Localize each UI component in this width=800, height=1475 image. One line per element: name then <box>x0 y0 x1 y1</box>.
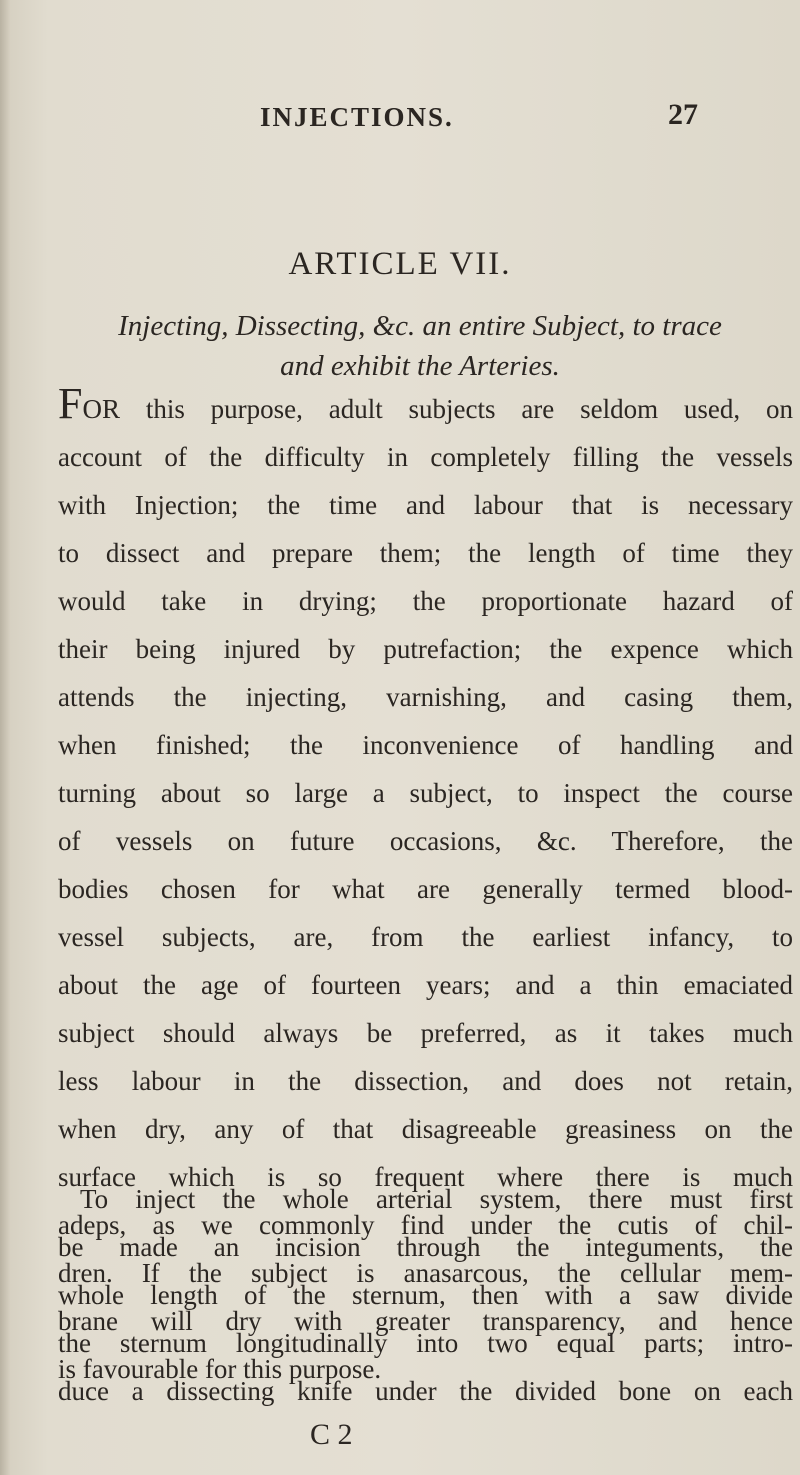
paragraph-line: turning about so large a subject, to inspect the course <box>58 778 793 808</box>
page-header <box>0 90 800 130</box>
paragraph-line: about the age of fourteen years; and a thin emaciated <box>58 970 793 1000</box>
paragraph-line: surface which is so frequent where there is much <box>58 1162 793 1192</box>
paragraph-line: the sternum longitudinally into two equal parts; intro- <box>58 1328 793 1358</box>
signature-mark: C 2 <box>310 1418 353 1451</box>
paragraph-line: vessel subjects, are, from the earliest infancy, to <box>58 922 793 952</box>
article-subtitle <box>60 306 780 386</box>
page-number: 27 <box>668 98 698 131</box>
paragraph-line: To inject the whole arterial system, there must first <box>80 1184 793 1214</box>
running-head: INJECTIONS. <box>260 102 454 132</box>
paragraph-line: duce a dissecting knife under the divided bone on each <box>58 1376 793 1406</box>
paragraph-line: with Injection; the time and labour that is necessary <box>58 490 793 520</box>
paragraph-line: account of the difficulty in completely filling the vessels <box>58 442 793 472</box>
paragraph-line: is favourable for this purpose. <box>58 1354 382 1384</box>
paragraph-line <box>58 379 793 433</box>
paragraph-line: subject should always be preferred, as it takes much <box>58 1018 793 1048</box>
paragraph-line: their being injured by putrefaction; the expence which <box>58 634 793 664</box>
drop-cap: F <box>58 379 83 428</box>
paragraph-line: dren. If the subject is anasarcous, the cellular mem- <box>58 1258 793 1288</box>
paragraph-line: when dry, any of that disagreeable greasiness on the <box>58 1114 793 1144</box>
paragraph-2 <box>58 1175 793 1415</box>
paragraph-line: bodies chosen for what are generally termed blood- <box>58 874 793 904</box>
paragraph-line: to dissect and prepare them; the length of time they <box>58 538 793 568</box>
article-title: ARTICLE VII. <box>288 246 512 282</box>
paragraph-line: would take in drying; the proportionate hazard of <box>58 586 793 616</box>
subtitle-line: and exhibit the Arteries. <box>280 350 560 382</box>
paragraph-line: whole length of the sternum, then with a saw divide <box>58 1280 793 1310</box>
paragraph-line: adeps, as we commonly find under the cutis of chil- <box>58 1210 793 1240</box>
subtitle-line: Injecting, Dissecting, &c. an entire Subject, to trace <box>118 310 722 342</box>
page-spine-shadow <box>0 0 10 1475</box>
paragraph-line: when finished; the inconvenience of handling and <box>58 730 793 760</box>
paragraph-line: attends the injecting, varnishing, and casing them, <box>58 682 793 712</box>
paragraph-line: brane will dry with greater transparency, and hence <box>58 1306 793 1336</box>
paragraph-line: of vessels on future occasions, &c. Therefore, the <box>58 826 793 856</box>
paragraph-line: be made an incision through the integuments, the <box>58 1232 793 1262</box>
paragraph-line-text: OR this purpose, adult subjects are seldom used, on <box>82 394 793 424</box>
paragraph-line: less labour in the dissection, and does not retain, <box>58 1066 793 1096</box>
